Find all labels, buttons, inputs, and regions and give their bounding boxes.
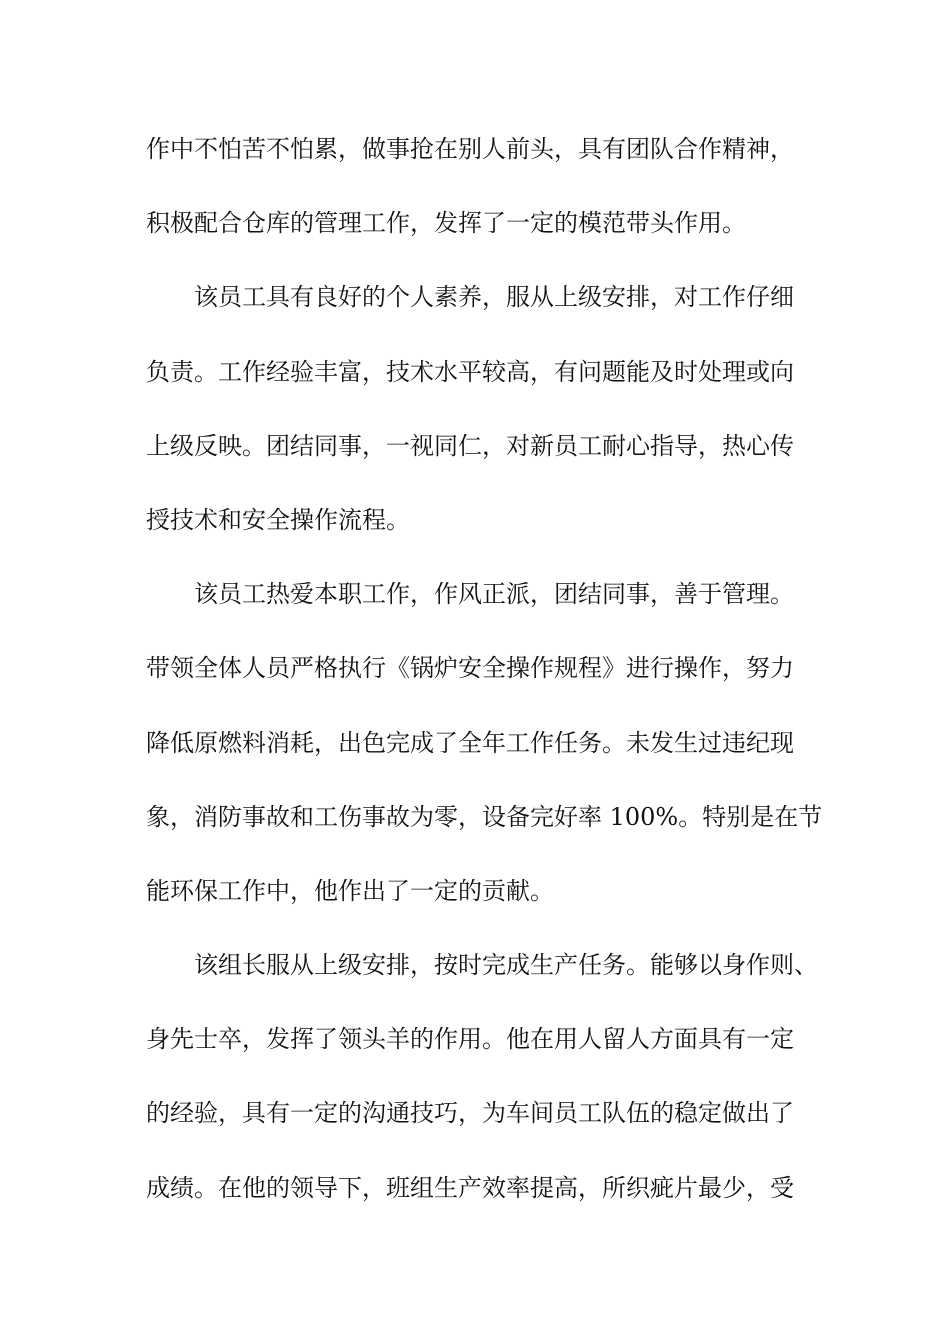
text-line: 作中不怕苦不怕累，做事抢在别人前头，具有团队合作精神， [146,135,794,163]
text-line: 能环保工作中，他作出了一定的贡献。 [146,876,554,905]
text-line: 成绩。在他的领导下，班组生产效率提高，所织疵片最少，受 [146,1173,794,1202]
text-line: 降低原燃料消耗，出色完成了全年工作任务。未发生过违纪现 [146,728,794,757]
text-line: 的经验，具有一定的沟通技巧，为车间员工队伍的稳定做出了 [146,1099,794,1128]
paragraph-first-line: 该组长服从上级安排，按时完成生产任务。能够以身作则、 [194,951,818,980]
text-line: 授技术和安全操作流程。 [146,505,410,534]
text-line: 积极配合仓库的管理工作，发挥了一定的模范带头作用。 [146,209,746,238]
text-line: 象，消防事故和工伤事故为零，设备完好率 100%。特别是在节 [146,802,823,831]
text-line: 带领全体人员严格执行《锅炉安全操作规程》进行操作，努力 [146,654,794,683]
paragraph-first-line: 该员工热爱本职工作，作风正派，团结同事，善于管理。 [194,580,794,609]
body-text [146,130,826,1243]
paragraph-first-line: 该员工具有良好的个人素养，服从上级安排，对工作仔细 [194,283,794,312]
text-line: 上级反映。团结同事，一视同仁，对新员工耐心指导，热心传 [146,431,794,460]
text-line: 身先士卒，发挥了领头羊的作用。他在用人留人方面具有一定 [146,1025,794,1054]
text-line: 负责。工作经验丰富，技术水平较高，有问题能及时处理或向 [146,357,794,386]
